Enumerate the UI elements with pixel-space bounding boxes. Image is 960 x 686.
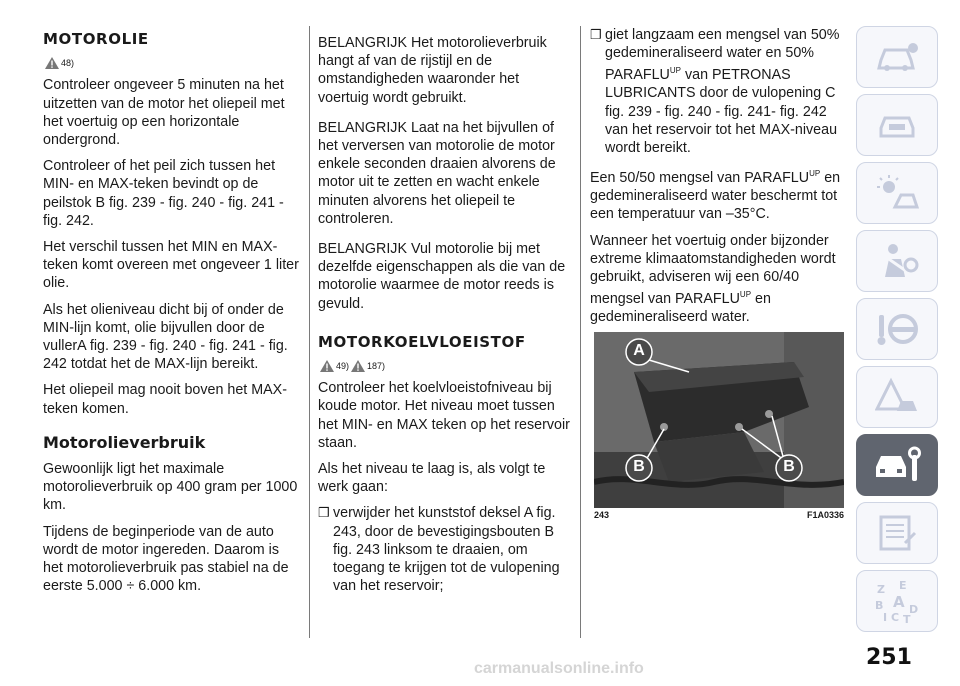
ref-number: 49) bbox=[336, 361, 350, 372]
subheading-motorolieverbruik: Motorolieverbruik bbox=[43, 432, 206, 452]
emergency-icon bbox=[875, 377, 919, 417]
callout-b: B bbox=[783, 458, 795, 475]
text-run: en gedemineraliseerd water. bbox=[590, 290, 771, 326]
superscript: UP bbox=[669, 66, 682, 76]
column-left bbox=[43, 26, 301, 603]
paragraph bbox=[590, 165, 842, 223]
svg-text:D: D bbox=[909, 603, 919, 616]
paragraph: Tijdens de beginperiode van de auto wordt de motor ingereden. Daarom is het motorolieverbruik pas stabiel na de eerste 5.000 ÷ 6.000 km. bbox=[43, 523, 289, 595]
list-item-text: verwijder het kunststof deksel A fig. 243, door de bevestigingsbouten B fig. 243 linksom te draaien, om toegang te krijgen tot de vulopening van het reservoir; bbox=[333, 505, 560, 595]
checkbox-bullet-icon: ❒ bbox=[318, 505, 330, 521]
dashboard-car-icon bbox=[875, 108, 919, 142]
tab-safety[interactable] bbox=[856, 230, 938, 292]
warning-icon bbox=[45, 57, 59, 69]
tab-technical-data[interactable] bbox=[856, 502, 938, 564]
car-maintenance-icon bbox=[872, 445, 922, 485]
warning-icon bbox=[351, 360, 365, 372]
tab-lights[interactable] bbox=[856, 162, 938, 224]
figure-code: F1A0336 bbox=[806, 510, 844, 520]
tab-emergency[interactable] bbox=[856, 366, 938, 428]
text-run: en gedemineraliseerd water beschermt tot een temperatuur van –35°C. bbox=[590, 169, 841, 223]
index-letters-icon bbox=[873, 579, 921, 623]
list-item bbox=[318, 504, 572, 595]
text-run: Een 50/50 mengsel van PARAFLU bbox=[590, 169, 810, 186]
steering-key-icon bbox=[875, 309, 919, 349]
paragraph: Controleer ongeveer 5 minuten na het uitzetten van de motor het oliepeil met het voertuig op een horizontale ondergrond. bbox=[43, 77, 285, 149]
page-number: 251 bbox=[866, 645, 912, 670]
section-heading-motorolie: MOTOROLIE bbox=[43, 30, 149, 48]
checkbox-bullet-icon: ❒ bbox=[590, 27, 602, 42]
tab-maintenance[interactable] bbox=[856, 434, 938, 496]
lights-icon bbox=[875, 173, 919, 213]
tab-dashboard[interactable] bbox=[856, 94, 938, 156]
text-run: giet langzaam een mengsel van 50% gedemineraliseerd water en 50% PARAFLU bbox=[605, 27, 840, 84]
svg-text:I: I bbox=[883, 611, 888, 623]
paragraph: Het oliepeil mag nooit boven het MAX-teken komen. bbox=[43, 382, 287, 417]
warning-ref bbox=[45, 54, 301, 72]
svg-text:A: A bbox=[893, 593, 905, 611]
superscript: UP bbox=[809, 169, 821, 179]
paragraph: Als het olieniveau dicht bij of onder de MIN-lijn komt, olie bijvullen door de vullerA fig. 239 - fig. 240 - fig. 241 - fig. 242 totdat het de MAX-lijn bereikt. bbox=[43, 301, 288, 373]
paragraph: BELANGRIJK Laat na het bijvullen of het verversen van motorolie de motor enkele seconden draaien alvorens de motor uit te zetten en wacht enkele minuten alvorens het oliepeil te controleren. bbox=[318, 119, 556, 227]
warning-icon bbox=[320, 360, 334, 372]
list-item-text bbox=[605, 26, 842, 157]
callout-a: A bbox=[633, 342, 645, 359]
warning-ref bbox=[320, 357, 572, 375]
paragraph: Controleer of het peil zich tussen het MIN- en MAX-teken bevindt op de peilstok B fig. 239 - fig. 240 - fig. 241 - fig. 242. bbox=[43, 158, 284, 229]
text-run: Wanneer het voertuig onder bijzonder extreme klimaatomstandigheden wordt gebruikt, adviseren wij een 60/40 mengsel van PARAFLU bbox=[590, 232, 836, 307]
column-divider bbox=[580, 26, 581, 638]
text-run: van PETRONAS LUBRICANTS door de vulopening C fig. 239 - fig. 240 - fig. 241- fig. 242 van het reservoir tot het MAX-niveau wordt bereikt. bbox=[605, 67, 838, 156]
paragraph: Als het niveau te laag is, als volgt te werk gaan: bbox=[318, 461, 546, 496]
svg-text:Z: Z bbox=[877, 583, 885, 596]
car-info-icon bbox=[875, 40, 919, 74]
tab-index[interactable] bbox=[856, 570, 938, 632]
figure-engine-cover-photo bbox=[594, 332, 844, 508]
ref-number: 48) bbox=[61, 58, 75, 69]
column-middle bbox=[318, 26, 572, 603]
tab-car-info[interactable] bbox=[856, 26, 938, 88]
data-list-icon bbox=[875, 513, 919, 553]
section-heading-koelvloeistof: MOTORKOELVLOEISTOF bbox=[318, 332, 526, 351]
svg-text:B: B bbox=[875, 599, 884, 612]
svg-text:E: E bbox=[899, 579, 907, 592]
paragraph: Controleer het koelvloeistofniveau bij koude motor. Het niveau moet tussen het MIN- en MAX teken op het reservoir staan. bbox=[318, 380, 570, 451]
safety-icon bbox=[875, 241, 919, 281]
figure-caption bbox=[594, 510, 844, 524]
tab-starting-driving[interactable] bbox=[856, 298, 938, 360]
svg-text:T: T bbox=[903, 613, 911, 623]
paragraph bbox=[590, 232, 842, 327]
column-divider bbox=[309, 26, 310, 638]
svg-text:C: C bbox=[891, 611, 900, 623]
figure-number: 243 bbox=[594, 510, 610, 520]
callout-b: B bbox=[633, 458, 645, 475]
paragraph: Het verschil tussen het MIN en MAX-teken komt overeen met ongeveer 1 liter olie. bbox=[43, 239, 299, 292]
column-right bbox=[590, 26, 842, 334]
watermark: carmanualsonline.info bbox=[474, 660, 644, 677]
list-item bbox=[590, 26, 842, 157]
superscript: UP bbox=[739, 290, 752, 300]
paragraph: BELANGRIJK Vul motorolie bij met dezelfde eigenschappen als die van de motorolie waarmee de motor reeds is gevuld. bbox=[318, 241, 566, 312]
paragraph: BELANGRIJK Het motorolieverbruik hangt af van de rijstijl en de omstandigheden waaronder het voertuig wordt gebruikt. bbox=[318, 35, 547, 106]
paragraph: Gewoonlijk ligt het maximale motorolieverbruik op 400 gram per 1000 km. bbox=[43, 461, 298, 514]
ref-number: 187) bbox=[367, 361, 386, 372]
chapter-tabs bbox=[856, 26, 938, 638]
